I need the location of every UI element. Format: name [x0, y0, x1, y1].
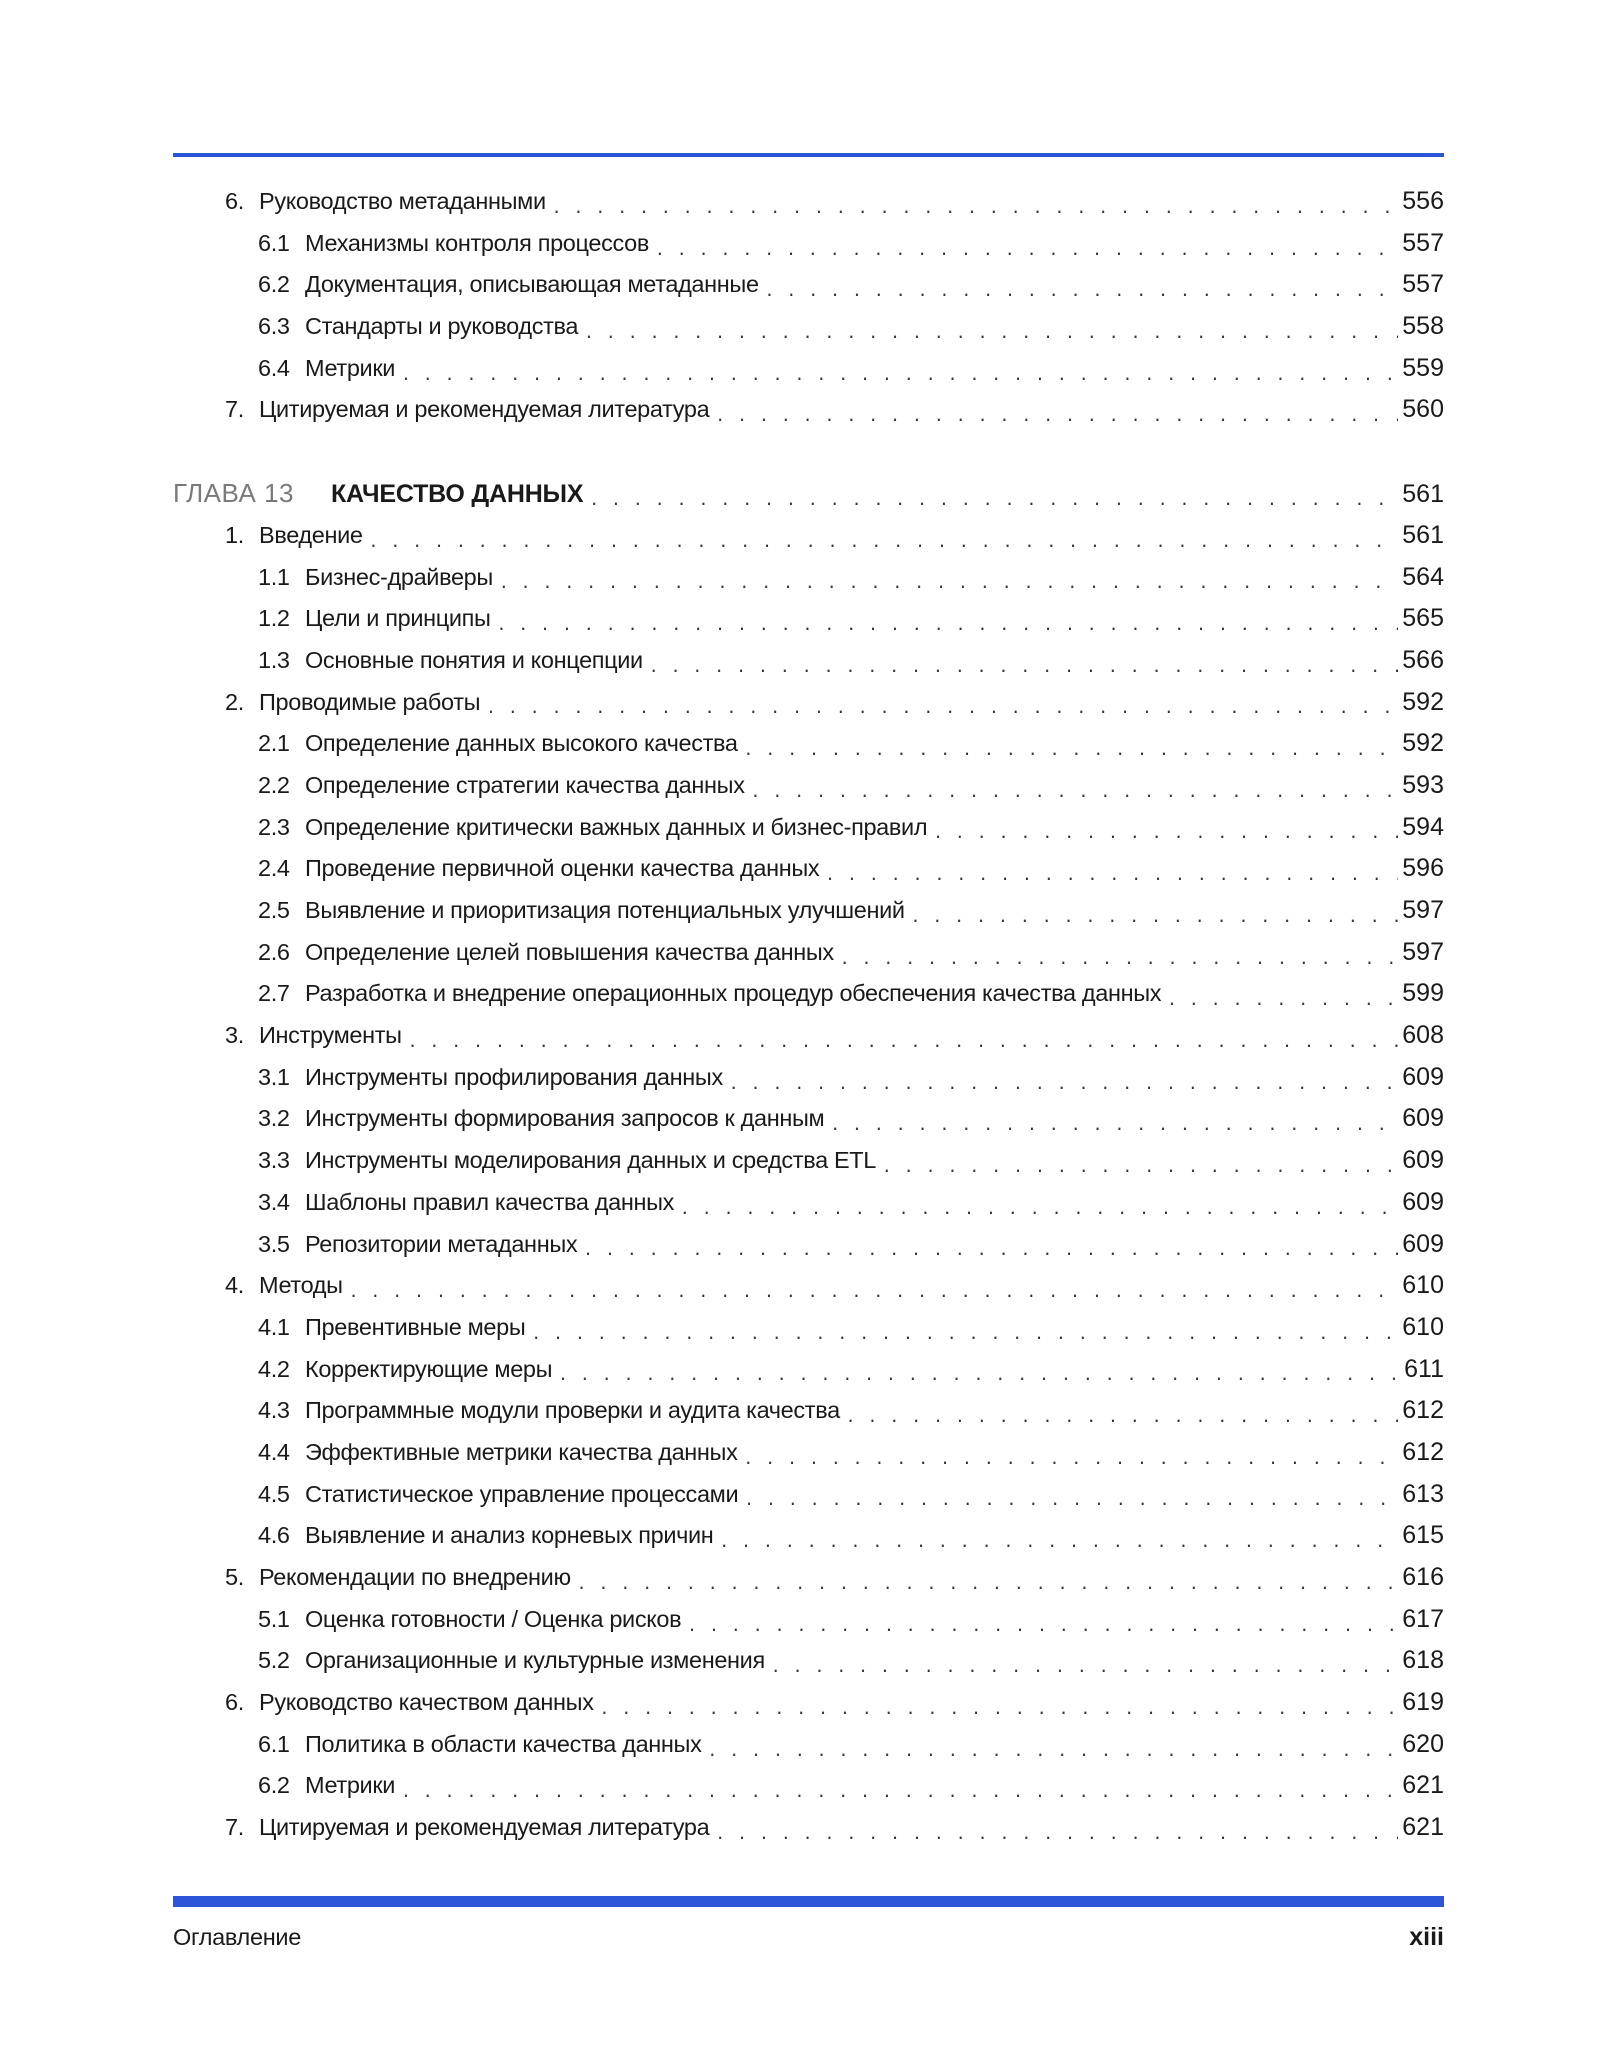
dot-leader: [933, 818, 1398, 848]
dot-leader: [715, 1819, 1398, 1849]
toc-entry-page: 617: [1402, 1604, 1444, 1633]
dot-leader: [840, 944, 1398, 974]
toc-entry-page: 593: [1402, 770, 1444, 799]
toc-entry-page: 592: [1402, 729, 1444, 758]
dot-leader: [369, 527, 1399, 557]
toc-entry-title: Метрики: [305, 354, 396, 381]
toc-entry-title: Проводимые работы: [259, 688, 481, 715]
toc-entry-number: 6.2: [258, 271, 290, 298]
toc-entry: [173, 890, 1444, 932]
top-rule: [173, 153, 1444, 157]
toc-entry-page: 610: [1402, 1271, 1444, 1300]
toc-entry-title: Инструменты: [259, 1022, 402, 1049]
toc-entry-number: 4.5: [258, 1480, 290, 1507]
toc-entry-title: Определение стратегии качества данных: [305, 771, 745, 798]
toc-entry-number: 3.5: [258, 1230, 290, 1257]
toc-entry-title: Цели и принципы: [305, 605, 491, 632]
toc-entry-number: 2.7: [258, 980, 290, 1007]
toc-entry-page: 556: [1402, 187, 1444, 215]
toc-entry-page: 616: [1402, 1563, 1444, 1591]
toc-entry-title: Определение данных высокого качества: [305, 730, 738, 757]
toc-entry: [173, 1098, 1444, 1140]
dot-leader: [577, 1569, 1399, 1599]
toc-entry: [173, 1724, 1444, 1766]
dot-leader: [765, 276, 1399, 306]
toc-entry-page: 594: [1402, 812, 1444, 841]
toc-entry-title: Рекомендации по внедрению: [259, 1564, 571, 1590]
toc-entry-page: 620: [1402, 1729, 1444, 1758]
toc-entry-number: 6.2: [258, 1772, 290, 1799]
toc-entry-page: 599: [1402, 979, 1444, 1008]
toc-entry: [173, 598, 1444, 640]
toc-entry: [173, 223, 1444, 265]
toc-entry-page: 566: [1402, 645, 1444, 674]
toc-entry-page: 597: [1402, 896, 1444, 924]
toc-entry-title: Программные модули проверки и аудита качества: [305, 1397, 840, 1424]
footer-page-number: xiii: [1409, 1923, 1444, 1951]
toc-entry-title: Определение критически важных данных и бизнес-правил: [305, 813, 928, 840]
dot-leader: [715, 401, 1398, 431]
toc-entry-title: Методы: [259, 1272, 343, 1299]
toc-entry-page: 608: [1402, 1021, 1444, 1050]
toc-entry: [173, 1432, 1444, 1474]
toc-entry: [173, 1765, 1444, 1807]
toc-entry-number: 6.: [225, 1689, 244, 1716]
dot-leader: [680, 1194, 1398, 1224]
toc-entry: [173, 557, 1444, 599]
toc-entry-number: 5.1: [258, 1605, 290, 1632]
toc-entry: [173, 1307, 1444, 1349]
dot-leader: [707, 1736, 1398, 1766]
toc-entry-page: 592: [1402, 687, 1444, 716]
toc-entry: [173, 765, 1444, 807]
toc-entry: [173, 1182, 1444, 1224]
toc-entry-page: 610: [1402, 1312, 1444, 1341]
toc-entry-title: Руководство метаданными: [259, 188, 546, 214]
toc-entry: [173, 348, 1444, 390]
toc-entry: [173, 1682, 1444, 1724]
toc-entry-number: 5.2: [258, 1647, 290, 1674]
table-of-contents: [173, 181, 1444, 1849]
toc-entry: [173, 1224, 1444, 1266]
toc-entry-page: 618: [1402, 1646, 1444, 1675]
toc-entry-page: 609: [1402, 1104, 1444, 1133]
toc-entry-title: Руководство качеством данных: [259, 1689, 594, 1716]
toc-entry-number: 2.: [225, 688, 244, 715]
toc-entry-page: 560: [1402, 395, 1444, 424]
toc-entry-number: 1.: [225, 521, 244, 548]
toc-entry-page: 564: [1402, 562, 1444, 591]
toc-entry-title: Бизнес-драйверы: [305, 563, 493, 590]
toc-entry-number: 4.2: [258, 1355, 290, 1382]
toc-entry-title: Организационные и культурные изменения: [305, 1647, 765, 1674]
toc-entry: [173, 306, 1444, 348]
toc-entry: [173, 1807, 1444, 1849]
toc-entry-page: 611: [1404, 1354, 1444, 1383]
toc-entry-page: 609: [1402, 1062, 1444, 1091]
dot-leader: [349, 1277, 1399, 1307]
toc-entry-title: Инструменты профилирования данных: [305, 1063, 723, 1090]
toc-entry: [173, 1015, 1444, 1057]
dot-leader: [729, 1069, 1398, 1099]
toc-entry-title: Введение: [259, 521, 363, 548]
chapter-title: КАЧЕСТВО ДАННЫХ: [331, 480, 584, 509]
toc-entry-number: 6.: [225, 188, 244, 214]
toc-entry-title: Цитируемая и рекомендуемая литература: [259, 1814, 710, 1841]
dot-leader: [771, 1652, 1398, 1682]
toc-entry: [173, 807, 1444, 849]
footer-section-title: Оглавление: [173, 1924, 302, 1950]
toc-entry: [173, 1140, 1444, 1182]
toc-entry-page: 612: [1402, 1396, 1444, 1425]
toc-entry-page: 621: [1402, 1813, 1444, 1842]
toc-entry-title: Превентивные меры: [305, 1313, 526, 1340]
toc-entry-number: 5.: [225, 1564, 244, 1590]
dot-leader: [744, 735, 1399, 765]
dot-leader: [401, 360, 1398, 390]
toc-entry-number: 6.1: [258, 1730, 290, 1757]
toc-entry-number: 1.1: [258, 563, 290, 590]
toc-entry-page: 559: [1402, 353, 1444, 382]
toc-entry-title: Стандарты и руководства: [305, 313, 579, 340]
dot-leader: [589, 485, 1398, 515]
toc-entry: [173, 1474, 1444, 1516]
toc-entry-number: 4.4: [258, 1438, 290, 1465]
toc-entry-number: 4.6: [258, 1522, 290, 1549]
toc-entry: [173, 1349, 1444, 1391]
toc-entry-number: 2.3: [258, 813, 290, 840]
toc-entry: [173, 389, 1444, 431]
toc-entry: [173, 515, 1444, 557]
dot-leader: [486, 693, 1398, 723]
toc-entry-page: 565: [1402, 604, 1444, 633]
dot-leader: [558, 1360, 1400, 1390]
toc-entry-page: 612: [1402, 1437, 1444, 1466]
toc-entry: [173, 1265, 1444, 1307]
toc-entry-title: Разработка и внедрение операционных процедур обеспечения качества данных: [305, 980, 1162, 1007]
toc-entry-page: 609: [1402, 1187, 1444, 1216]
toc-entry-page: 619: [1402, 1688, 1444, 1717]
toc-entry: [173, 848, 1444, 890]
toc-entry-title: Механизмы контроля процессов: [305, 229, 649, 256]
toc-entry: [173, 1599, 1444, 1641]
toc-entry: [173, 1057, 1444, 1099]
dot-leader: [882, 1152, 1398, 1182]
toc-entry-number: 4.3: [258, 1397, 290, 1424]
dot-leader: [1167, 985, 1398, 1015]
dot-leader: [743, 1444, 1398, 1474]
toc-entry-title: Выявление и приоритизация потенциальных улучшений: [305, 897, 905, 923]
toc-entry-title: Документация, описывающая метаданные: [305, 271, 759, 298]
dot-leader: [649, 652, 1398, 682]
toc-entry-page: 596: [1402, 854, 1444, 883]
toc-entry-page: 615: [1402, 1521, 1444, 1550]
toc-entry-number: 1.2: [258, 605, 290, 632]
toc-entry-page: 558: [1402, 312, 1444, 341]
toc-entry-title: Основные понятия и концепции: [305, 646, 643, 673]
dot-leader: [687, 1611, 1398, 1641]
toc-chapter-heading: [173, 473, 1444, 515]
toc-entry-title: Репозитории метаданных: [305, 1230, 578, 1257]
dot-leader: [719, 1527, 1398, 1557]
toc-entry-number: 3.2: [258, 1105, 290, 1132]
toc-entry-number: 3.1: [258, 1063, 290, 1090]
dot-leader: [499, 568, 1398, 598]
dot-leader: [584, 318, 1398, 348]
toc-entry: [173, 973, 1444, 1015]
toc-entry-number: 4.1: [258, 1313, 290, 1340]
dot-leader: [911, 902, 1399, 932]
dot-leader: [600, 1694, 1399, 1724]
toc-entry: [173, 640, 1444, 682]
toc-entry-number: 2.1: [258, 730, 290, 757]
toc-entry-page: 621: [1402, 1771, 1444, 1800]
toc-entry-title: Проведение первичной оценки качества данных: [305, 855, 820, 882]
toc-entry-number: 7.: [225, 1814, 244, 1841]
toc-entry-title: Инструменты формирования запросов к данным: [305, 1105, 825, 1132]
toc-entry-page: 561: [1402, 480, 1444, 509]
toc-entry-number: 3.3: [258, 1147, 290, 1174]
toc-entry-title: Определение целей повышения качества данных: [305, 938, 834, 965]
toc-entry-title: Статистическое управление процессами: [305, 1480, 739, 1507]
toc-entry: [173, 1515, 1444, 1557]
toc-entry-number: 4.: [225, 1272, 244, 1299]
dot-leader: [583, 1235, 1398, 1265]
toc-entry-title: Выявление и анализ корневых причин: [305, 1522, 714, 1549]
toc-entry-page: 557: [1402, 228, 1444, 257]
toc-entry-page: 561: [1402, 520, 1444, 549]
toc-entry-title: Метрики: [305, 1772, 396, 1799]
dot-leader: [408, 1027, 1399, 1057]
toc-entry-title: Политика в области качества данных: [305, 1730, 702, 1757]
toc-entry-page: 557: [1402, 270, 1444, 299]
toc-entry-page: 609: [1402, 1229, 1444, 1258]
toc-entry-number: 2.6: [258, 938, 290, 965]
toc-entry: [173, 181, 1444, 223]
toc-entry: [173, 723, 1444, 765]
toc-entry-number: 7.: [225, 396, 244, 423]
toc-entry: [173, 682, 1444, 724]
dot-leader: [655, 235, 1398, 265]
toc-entry-page: 609: [1402, 1146, 1444, 1175]
dot-leader: [830, 1110, 1398, 1140]
toc-entry-number: 6.1: [258, 229, 290, 256]
chapter-label: ГЛАВА 13: [173, 478, 294, 509]
dot-leader: [825, 860, 1398, 890]
toc-entry-title: Корректирующие меры: [305, 1355, 553, 1382]
bottom-rule: [173, 1896, 1444, 1907]
toc-entry: [173, 932, 1444, 974]
toc-entry-page: 597: [1402, 937, 1444, 966]
toc-entry-title: Цитируемая и рекомендуемая литература: [259, 396, 710, 423]
dot-leader: [552, 193, 1399, 223]
dot-leader: [497, 610, 1399, 640]
dot-leader: [751, 777, 1399, 807]
toc-entry-number: 2.4: [258, 855, 290, 882]
dot-leader: [846, 1402, 1398, 1432]
toc-entry-number: 2.2: [258, 771, 290, 798]
toc-entry-number: 2.5: [258, 897, 290, 923]
toc-entry-number: 6.4: [258, 354, 290, 381]
toc-entry-page: 613: [1402, 1479, 1444, 1508]
toc-entry-title: Шаблоны правил качества данных: [305, 1188, 675, 1215]
dot-leader: [531, 1319, 1398, 1349]
dot-leader: [744, 1485, 1398, 1515]
toc-entry: [173, 1640, 1444, 1682]
toc-entry-title: Инструменты моделирования данных и средства ETL: [305, 1147, 877, 1174]
toc-entry: [173, 1390, 1444, 1432]
toc-entry-number: 6.3: [258, 313, 290, 340]
toc-entry-number: 3.: [225, 1022, 244, 1049]
toc-entry-number: 1.3: [258, 646, 290, 673]
toc-entry: [173, 264, 1444, 306]
toc-entry: [173, 1557, 1444, 1599]
toc-entry-number: 3.4: [258, 1188, 290, 1215]
dot-leader: [401, 1777, 1398, 1807]
toc-entry-title: Эффективные метрики качества данных: [305, 1438, 738, 1465]
toc-entry-title: Оценка готовности / Оценка рисков: [305, 1605, 682, 1632]
